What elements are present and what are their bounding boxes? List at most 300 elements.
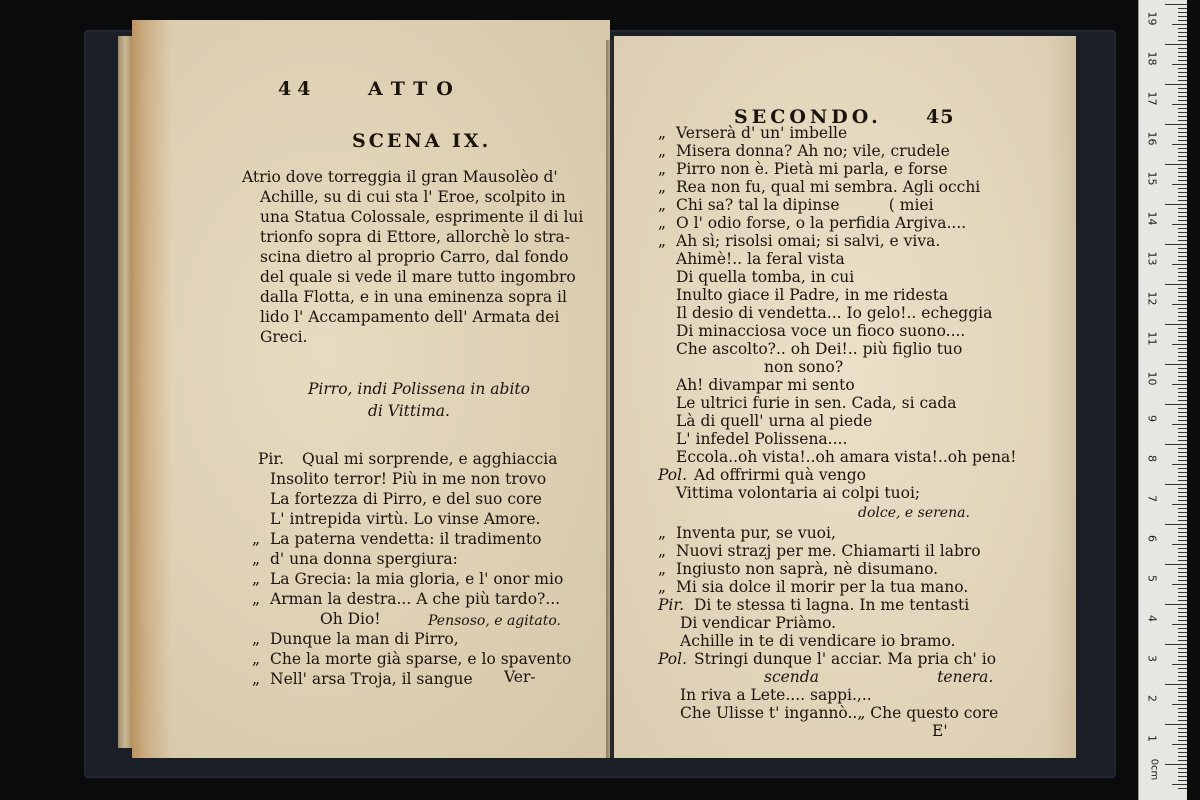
characters-line: di Vittima. [368,402,450,420]
ruler-tick [1178,752,1187,753]
ruler-tick [1178,408,1187,409]
verse-line: O l' odio forse, o la perfidia Argiva.... [676,214,967,232]
ruler-tick [1178,592,1187,593]
verse-line: non sono? [764,358,844,376]
verse-line: Verserà d' un' imbelle [676,124,848,142]
ruler-tick [1178,552,1187,553]
ruler-tick [1178,140,1187,141]
ruler-tick [1178,580,1187,581]
verse-line: Ahimè!.. la feral vista [676,250,845,268]
ruler-tick [1178,676,1187,677]
ruler-tick [1178,692,1187,693]
ruler-tick [1178,108,1187,109]
ruler-tick [1178,96,1187,97]
ruler-tick [1165,244,1187,245]
quote-mark: „ [658,160,667,178]
verse-line: Stringi dunque l' acciar. Ma pria ch' io [694,650,997,668]
ruler-tick [1178,28,1187,29]
ruler-tick [1172,224,1187,225]
verse-line: Ah! divampar mi sento [676,376,855,394]
ruler-tick [1178,488,1187,489]
ruler-tick [1178,176,1187,177]
quote-mark: „ [658,178,667,196]
ruler-tick [1172,584,1187,585]
ruler-tick [1178,172,1187,173]
ruler-tick [1165,324,1187,325]
ruler-tick [1172,504,1187,505]
ruler-tick [1178,60,1187,61]
right-page [614,36,1076,758]
ruler-tick [1178,728,1187,729]
ruler-tick [1178,252,1187,253]
ruler-tick [1178,400,1187,401]
ruler-tick [1165,444,1187,445]
ruler-tick [1178,388,1187,389]
ruler-tick [1178,112,1187,113]
ruler-tick [1178,380,1187,381]
ruler-tick [1178,188,1187,189]
quote-mark: „ [252,630,261,648]
ruler-tick [1178,668,1187,669]
ruler-tick [1178,732,1187,733]
ruler-tick [1178,160,1187,161]
ruler-tick [1178,136,1187,137]
ruler-tick [1178,788,1187,789]
ruler-tick [1178,556,1187,557]
verse-line: Di vendicar Priàmo. [680,614,837,632]
verse-line: Ingiusto non saprà, nè disumano. [676,560,939,578]
ruler-tick [1178,440,1187,441]
verse-line: Là di quell' urna al piede [676,412,873,430]
quote-mark: „ [658,124,667,142]
ruler-tick [1172,384,1187,385]
ruler-tick [1178,236,1187,237]
ruler-tick [1178,456,1187,457]
ruler-label: 16 [1145,131,1159,146]
verse-line: Le ultrici furie in sen. Cada, si cada [676,394,957,412]
ruler-label: 6 [1145,535,1159,542]
ruler-tick [1178,720,1187,721]
ruler-tick [1172,184,1187,185]
ruler-tick [1178,528,1187,529]
ruler-tick [1165,284,1187,285]
ruler-tick [1172,464,1187,465]
ruler-tick [1178,756,1187,757]
ruler-tick [1178,476,1187,477]
quote-mark: „ [252,570,261,588]
page-number-left: 44 [278,78,317,100]
speech-line: d' una donna spergiura: [270,550,458,568]
ruler-label: 18 [1145,51,1159,66]
ruler-tick [1178,452,1187,453]
stage-direction-line: lido l' Accampamento dell' Armata dei [260,308,560,326]
ruler-tick [1178,740,1187,741]
ruler-tick [1178,240,1187,241]
ruler-tick [1178,368,1187,369]
ruler-tick [1178,168,1187,169]
ruler-tick [1178,448,1187,449]
ruler-label: 10 [1145,371,1159,386]
quote-mark: „ [252,670,261,688]
verse-line: Chi sa? tal la dipinse ( miei [676,196,934,214]
ruler-tick [1178,132,1187,133]
ruler-tick [1178,376,1187,377]
ruler-tick [1178,392,1187,393]
speaker-label: Pir. [258,450,285,468]
ruler-tick [1178,588,1187,589]
ruler-tick [1165,204,1187,205]
ruler-tick [1165,604,1187,605]
ruler-tick [1172,64,1187,65]
ruler-tick [1178,276,1187,277]
ruler-tick [1178,492,1187,493]
speaker-label: Pir. [658,596,685,614]
verse-line: Ah sì; risolsi omai; si salvi, e viva. [676,232,941,250]
ruler-tick [1178,88,1187,89]
ruler-tick [1178,316,1187,317]
ruler-tick [1165,484,1187,485]
ruler-tick [1178,76,1187,77]
ruler-tick [1165,404,1187,405]
verse-line: Ad offrirmi quà vengo [694,466,866,484]
ruler-tick [1178,480,1187,481]
ruler-tick [1178,208,1187,209]
ruler-tick [1178,432,1187,433]
verse-line: scenda tenera. [764,668,994,686]
ruler-label: 17 [1145,91,1159,106]
ruler-tick [1178,268,1187,269]
ruler-tick [1178,680,1187,681]
ruler-tick [1178,308,1187,309]
ruler-label: 1 [1145,735,1159,742]
ruler-tick [1178,300,1187,301]
ruler-tick [1178,576,1187,577]
verse-line: Mi sia dolce il morir per la tua mano. [676,578,969,596]
ruler-tick [1178,36,1187,37]
verse-line: Achille in te di vendicare io bramo. [680,632,956,650]
ruler-tick [1178,416,1187,417]
verse-line: Inulto giace il Padre, in me ridesta [676,286,949,304]
speaker-label: Pol. [658,650,688,668]
ruler-unit-label: 0cm [1148,758,1160,781]
quote-mark: „ [658,524,667,542]
ruler-tick [1165,84,1187,85]
ruler-tick [1178,328,1187,329]
ruler-tick [1178,628,1187,629]
running-head-left: ATTO [368,78,462,100]
ruler-label: 15 [1145,171,1159,186]
speech-line: Nell' arsa Troja, il sangue [270,670,473,688]
ruler-tick [1178,196,1187,197]
ruler-tick [1172,24,1187,25]
ruler-tick [1178,340,1187,341]
ruler-tick [1178,8,1187,9]
ruler-tick [1165,44,1187,45]
characters-line: Pirro, indi Polissena in abito [308,380,530,398]
quote-mark: „ [658,232,667,250]
quote-mark: „ [658,214,667,232]
ruler-tick [1178,40,1187,41]
ruler-tick [1172,744,1187,745]
ruler-tick [1178,352,1187,353]
ruler-tick [1178,420,1187,421]
catchword-right: E' [932,722,948,740]
ruler-tick [1178,772,1187,773]
verse-line: Misera donna? Ah no; vile, crudele [676,142,950,160]
stage-direction-line: Atrio dove torreggia il gran Mausolèo d' [242,168,558,186]
ruler-tick [1178,360,1187,361]
stage-direction-line: una Statua Colossale, esprimente il di lui [260,208,584,226]
quote-mark: „ [658,142,667,160]
ruler-tick [1172,704,1187,705]
quote-mark: „ [658,578,667,596]
ruler-tick [1178,568,1187,569]
speech-line: Oh Dio! [320,610,381,628]
ruler-tick [1178,560,1187,561]
ruler-tick [1178,748,1187,749]
verse-line: Eccola..oh vista!..oh amara vista!..oh pena! [676,448,1017,466]
ruler-tick [1178,16,1187,17]
ruler-label: 14 [1145,211,1159,226]
ruler-tick [1172,264,1187,265]
ruler-tick [1172,104,1187,105]
quote-mark: „ [658,542,667,560]
ruler-tick [1178,100,1187,101]
ruler-tick [1178,320,1187,321]
speech-line: Qual mi sorprende, e agghiaccia [302,450,558,468]
verse-line: L' infedel Polissena.... [676,430,848,448]
ruler-tick [1165,644,1187,645]
quote-mark: „ [658,196,667,214]
ruler-tick [1178,92,1187,93]
ruler-tick [1178,700,1187,701]
speech-line: Che la morte già sparse, e lo spavento [270,650,572,668]
ruler-label: 3 [1145,655,1159,662]
ruler-label: 11 [1145,331,1159,346]
verse-line: Che Ulisse t' ingannò..„ Che questo core [680,704,999,722]
quote-mark: „ [252,550,261,568]
scene-title: SCENA IX. [352,130,492,152]
ruler-tick [1178,656,1187,657]
ruler-tick [1165,4,1187,5]
ruler-tick [1178,612,1187,613]
ruler-label: 5 [1145,575,1159,582]
ruler-tick [1178,356,1187,357]
verse-line: Il desio di vendetta... Io gelo!.. echeggia [676,304,993,322]
verse-line: Vittima volontaria ai colpi tuoi; [676,484,921,502]
ruler-tick [1178,292,1187,293]
ruler-tick [1178,428,1187,429]
verse-line: Nuovi strazj per me. Chiamarti il labro [676,542,981,560]
ruler-tick [1172,144,1187,145]
speech-line: Insolito terror! Più in me non trovo [270,470,547,488]
ruler-tick [1178,472,1187,473]
quote-mark: „ [252,530,261,548]
ruler-tick [1178,260,1187,261]
ruler-tick [1178,396,1187,397]
left-page [132,20,610,758]
ruler-label: 19 [1145,11,1159,26]
ruler-tick [1172,624,1187,625]
ruler-tick [1178,116,1187,117]
ruler-tick [1165,524,1187,525]
quote-mark: „ [252,590,261,608]
ruler-tick [1165,124,1187,125]
ruler-tick [1178,768,1187,769]
ruler-tick [1178,288,1187,289]
ruler-tick [1178,712,1187,713]
stage-direction-line: trionfo sopra di Ettore, allorchè lo stra- [260,228,570,246]
ruler-tick [1178,708,1187,709]
ruler-tick [1172,784,1187,785]
ruler-tick [1178,200,1187,201]
speaker-label: Pol. [658,466,688,484]
ruler-tick [1178,332,1187,333]
ruler-label: 2 [1145,695,1159,702]
ruler-tick [1178,460,1187,461]
running-head-right: SECONDO. [734,106,882,128]
ruler-tick [1178,632,1187,633]
ruler-label: 13 [1145,251,1159,266]
ruler-tick [1172,344,1187,345]
ruler-tick [1178,156,1187,157]
ruler-tick [1178,536,1187,537]
ruler-tick [1178,52,1187,53]
verse-line: Rea non fu, qual mi sembra. Agli occhi [676,178,981,196]
ruler-tick [1178,232,1187,233]
stage-aside: Pensoso, e agitato. [428,613,561,629]
ruler-tick [1178,716,1187,717]
measuring-ruler [1138,0,1187,800]
speech-line: Dunque la man di Pirro, [270,630,459,648]
ruler-label: 7 [1145,495,1159,502]
stage-direction-line: Achille, su di cui sta l' Eroe, scolpito in [260,188,566,206]
ruler-tick [1178,616,1187,617]
ruler-label: 8 [1145,455,1159,462]
ruler-tick [1178,608,1187,609]
ruler-tick [1178,548,1187,549]
stage-aside: dolce, e serena. [858,505,970,521]
ruler-tick [1178,228,1187,229]
ruler-tick [1178,468,1187,469]
ruler-tick [1178,272,1187,273]
ruler-tick [1178,12,1187,13]
speech-line: La fortezza di Pirro, e del suo core [270,490,542,508]
ruler-tick [1178,736,1187,737]
verse-line: Pirro non è. Pietà mi parla, e forse [676,160,948,178]
ruler-tick [1178,688,1187,689]
ruler-tick [1178,660,1187,661]
ruler-tick [1172,304,1187,305]
page-number-right: 45 [926,106,955,128]
ruler-tick [1178,120,1187,121]
stage-direction-line: del quale si vede il mare tutto ingombro [260,268,576,286]
ruler-tick [1178,48,1187,49]
ruler-tick [1178,640,1187,641]
ruler-tick [1178,540,1187,541]
ruler-tick [1178,372,1187,373]
ruler-tick [1178,72,1187,73]
ruler-tick [1178,532,1187,533]
ruler-tick [1178,180,1187,181]
ruler-tick [1178,760,1187,761]
ruler-tick [1178,436,1187,437]
ruler-tick [1178,80,1187,81]
ruler-tick [1178,336,1187,337]
ruler-tick [1172,664,1187,665]
ruler-tick [1178,648,1187,649]
ruler-tick [1178,520,1187,521]
ruler-label: 9 [1145,415,1159,422]
speech-line: L' intrepida virtù. Lo vinse Amore. [270,510,541,528]
ruler-tick [1178,652,1187,653]
ruler-tick [1178,500,1187,501]
ruler-tick [1178,128,1187,129]
ruler-tick [1178,68,1187,69]
ruler-tick [1165,364,1187,365]
ruler-tick [1178,672,1187,673]
ruler-tick [1178,512,1187,513]
speech-line: La Grecia: la mia gloria, e l' onor mio [270,570,564,588]
ruler-tick [1165,764,1187,765]
ruler-tick [1178,696,1187,697]
quote-mark: „ [252,650,261,668]
ruler-tick [1178,192,1187,193]
verse-line: Inventa pur, se vuoi, [676,524,836,542]
ruler-tick [1178,220,1187,221]
quote-mark: „ [658,560,667,578]
catchword-left: Ver- [504,668,536,686]
stage-direction-line: Greci. [260,328,308,346]
verse-line: Di minacciosa voce un fioco suono.... [676,322,966,340]
ruler-tick [1178,216,1187,217]
ruler-tick [1178,776,1187,777]
ruler-label: 12 [1145,291,1159,306]
ruler-tick [1178,412,1187,413]
ruler-tick [1178,212,1187,213]
ruler-tick [1165,164,1187,165]
ruler-tick [1165,684,1187,685]
speech-line: Arman la destra... A che più tardo?... [270,590,561,608]
ruler-tick [1178,296,1187,297]
ruler-tick [1178,256,1187,257]
stage-direction-line: dalla Flotta, e in una eminenza sopra il [260,288,567,306]
ruler-tick [1178,496,1187,497]
stage-direction-line: scina dietro al proprio Carro, dal fondo [260,248,569,266]
ruler-tick [1178,148,1187,149]
verse-line: Che ascolto?.. oh Dei!.. più figlio tuo [676,340,963,358]
ruler-tick [1165,724,1187,725]
ruler-tick [1178,780,1187,781]
ruler-tick [1178,56,1187,57]
ruler-tick [1178,248,1187,249]
speech-line: La paterna vendetta: il tradimento [270,530,542,548]
ruler-tick [1165,564,1187,565]
ruler-tick [1178,620,1187,621]
ruler-tick [1178,516,1187,517]
ruler-tick [1178,152,1187,153]
ruler-tick [1178,312,1187,313]
ruler-tick [1178,636,1187,637]
ruler-tick [1178,596,1187,597]
ruler-tick [1178,20,1187,21]
ruler-tick [1178,572,1187,573]
ruler-label: 4 [1145,615,1159,622]
verse-line: In riva a Lete.... sappi.,.. [680,686,872,704]
ruler-tick [1172,544,1187,545]
ruler-tick [1172,424,1187,425]
ruler-tick [1178,508,1187,509]
